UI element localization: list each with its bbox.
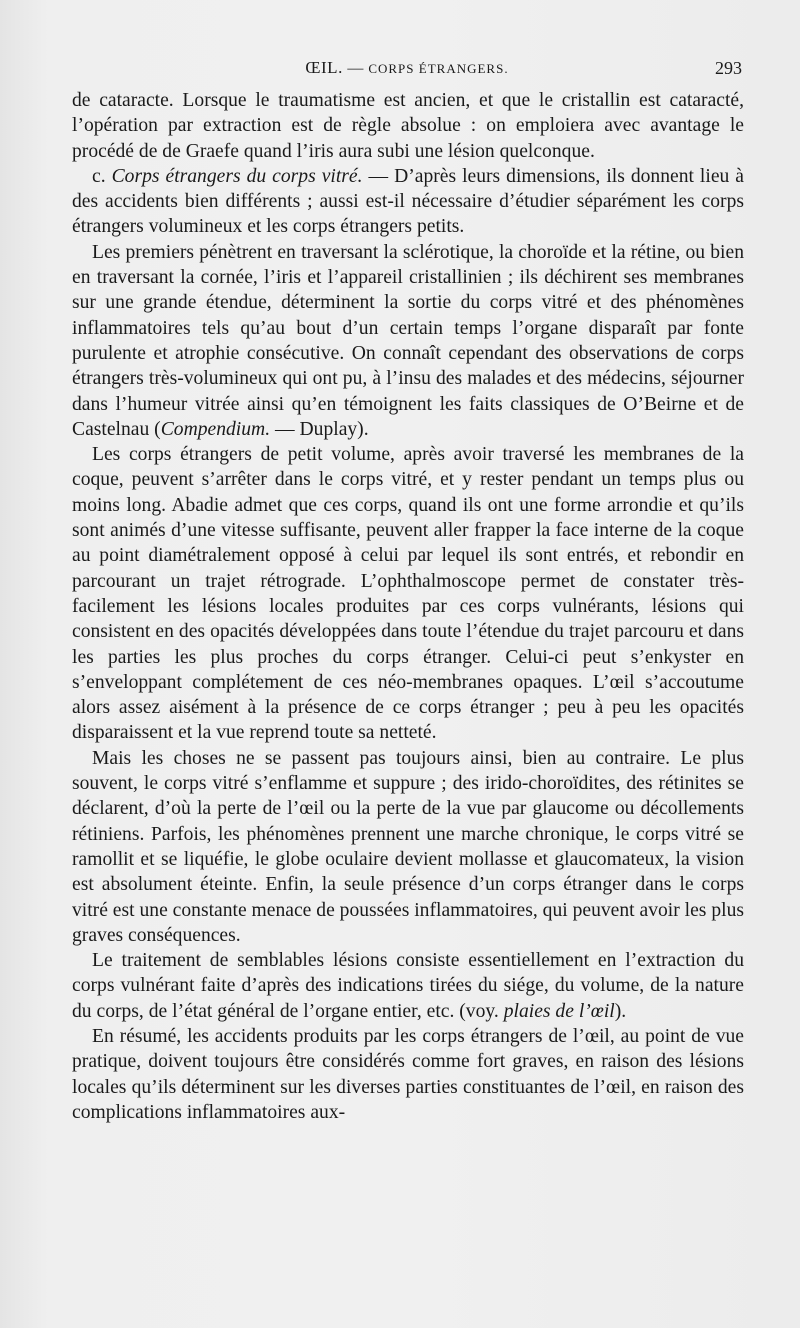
paragraph-text: Mais les choses ne se passent pas toujours ainsi, bien au contraire. Le plus souvent, le corps vitré s’enflamme et suppure ; des irido-choroïdites, des rétinites se déclarent, d’où la perte de l’œil ou la perte de la vue par glaucome ou décollements rétiniens. Parfois, les phénomènes prennent une marche chronique, le corps vitré se ramollit et se liquéfie, le globe oculaire devient mollasse et glaucomateux, la vision est absolument éteinte. Enfin, la seule présence d’un corps étranger dans le corps vitré est une constante menace de poussées inflammatoires, qui peuvent avoir les plus graves conséquences.	[72, 747, 744, 946]
citation-italic: Compendium.	[160, 418, 271, 440]
cross-reference-italic: plaies de l’œil	[503, 1000, 615, 1022]
paragraph-text: Les premiers pénètrent en traversant la sclérotique, la choroïde et la rétine, ou bien en traversant la cornée, l’iris et l’appareil cristallinien ; ils déchirent ses membranes sur une grande étendue, déterminent la sortie du corps vitré et des phénomènes inflammatoires tels qu’au bout d’un certain temps l’organe disparaît par fonte purulente et atrophie consécutive. On connaît cependant des observations de corps étrangers très-volumineux qui ont pu, à l’insu des malades et des médecins, séjourner dans l’humeur vitrée ainsi qu’en témoignent les faits classiques de O’Beirne et de Castelnau (	[72, 241, 744, 440]
body-text	[72, 88, 744, 1125]
paragraph-section-c	[72, 164, 744, 240]
paragraph-large-bodies	[72, 240, 744, 442]
running-title-separator: —	[342, 60, 369, 77]
paragraph-text: de cataracte. Lorsque le traumatisme est ancien, et que le cristallin est cataracté, l’opération par extraction est de règle absolue : on emploiera avec avantage le procédé de de Graefe quand l’iris aura subi une lésion quelconque.	[72, 90, 744, 162]
paragraph-text: — D’après leurs dimensions, ils donnent lieu à des accidents bien différents ; aussi est-il nécessaire d’étudier séparément les corps étrangers volumineux et les corps étrangers petits.	[72, 165, 744, 238]
running-head	[72, 58, 742, 82]
paragraph-text: Les corps étrangers de petit volume, après avoir traversé les membranes de la coque, peuvent s’arrêter dans le corps vitré, et y rester pendant un temps plus ou moins long. Abadie admet que ces corps, quand ils ont une forme arrondie et qu’ils sont animés d’une vitesse suffisante, peuvent aller frapper la face interne de la coque au point diamétralement opposé à celui par lequel ils sont entrés, et rebondir en parcourant un trajet rétrograde. L’ophthalmoscope permet de constater très-facilement les lésions locales produites par ces corps vulnérants, lésions qui consistent en des opacités développées dans toute l’étendue du trajet parcouru et dans les parties les plus proches du corps étranger. Celui-ci peut s’enkyster en s’enveloppant complétement de ces néo-membranes opaques. L’œil s’accoutume alors assez aisément à la présence de ce corps étranger ; peu à peu les opacités disparaissent et la vue reprend toute sa netteté.	[72, 444, 744, 744]
paragraph-tail: — Duplay).	[270, 418, 369, 440]
paragraph-treatment	[72, 948, 744, 1024]
page-number: 293	[715, 58, 742, 78]
paragraph-text: Le traitement de semblables lésions consiste essentiellement en l’extraction du corps vulnérant faite d’après des indications tirées du siége, du volume, de la nature du corps, de l’état général de l’organe entier, etc. (voy.	[72, 950, 744, 1022]
paragraph-tail: ).	[614, 1000, 627, 1022]
section-heading: Corps étrangers du corps vitré.	[111, 165, 363, 187]
running-title-sub: CORPS ÉTRANGERS.	[368, 61, 509, 76]
paragraph-continuation	[72, 88, 744, 164]
section-letter: c.	[92, 165, 112, 187]
paragraph-summary	[72, 1024, 744, 1125]
paragraph-small-bodies	[72, 442, 744, 746]
paragraph-text: En résumé, les accidents produits par les corps étrangers de l’œil, au point de vue pratique, doivent toujours être considérés comme fort graves, en raison des lésions locales qu’ils déterminent sur les diverses parties constituantes de l’œil, en raison des complications inflammatoires aux-	[72, 1025, 744, 1123]
running-title	[72, 58, 742, 78]
running-title-main: ŒIL.	[305, 58, 343, 77]
paragraph-complications	[72, 746, 744, 948]
